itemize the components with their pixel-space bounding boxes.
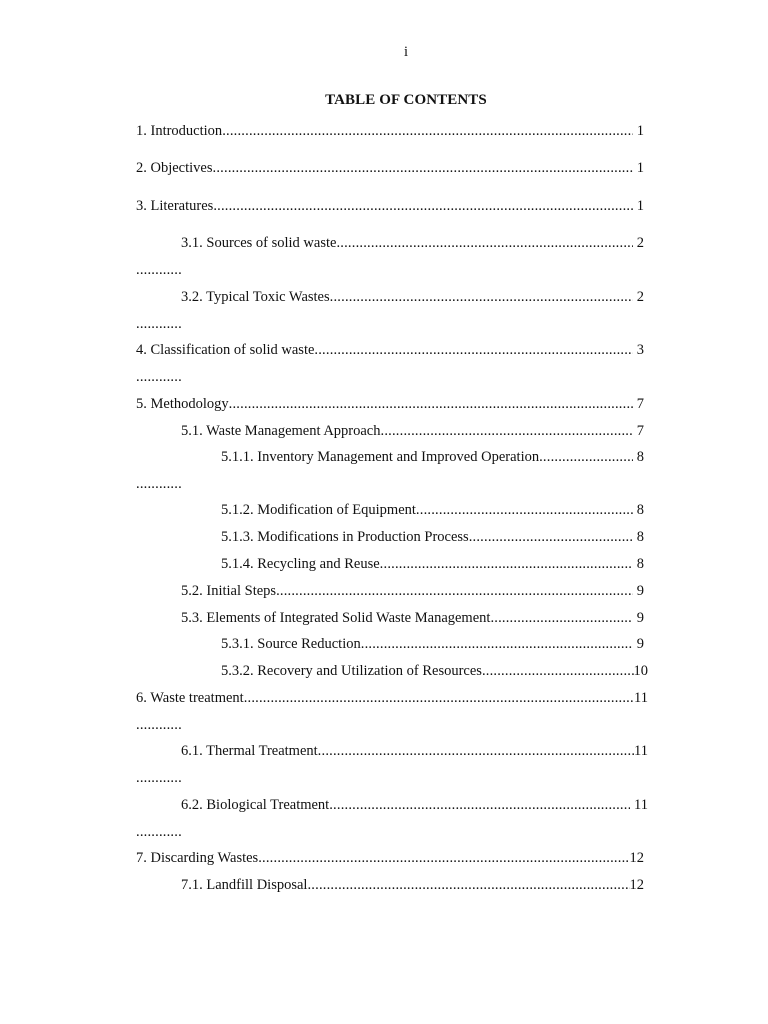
toc-entry-page: 9 <box>636 583 644 599</box>
toc-entry[interactable] <box>136 158 644 178</box>
toc-entry-title: 6. Waste treatment <box>136 690 244 706</box>
toc-entry-page: 2 <box>636 289 644 305</box>
dot-leader <box>330 287 633 307</box>
toc-entry-page: 9 <box>636 636 644 652</box>
toc-entry-title: 5. Methodology <box>136 396 229 412</box>
toc-entry-page: 7 <box>636 423 644 439</box>
toc-entry-page: 8 <box>636 529 644 545</box>
toc-entry-page: 7 <box>636 396 644 412</box>
toc-entry-title: 5.1.2. Modification of Equipment <box>221 502 416 518</box>
toc-entry-title: 5.2. Initial Steps <box>181 583 277 599</box>
toc-entry-page: 3 <box>636 342 644 358</box>
toc-entry-title: 5.3.2. Recovery and Utilization of Resources <box>221 663 482 679</box>
toc-entry[interactable] <box>136 196 644 216</box>
dot-leader <box>469 527 633 547</box>
toc-entry-title: 5.3.1. Source Reduction <box>221 636 361 652</box>
toc-entry-page: 12 <box>629 850 644 866</box>
toc-entry-page: 1 <box>636 198 644 214</box>
dot-leader <box>361 634 633 654</box>
toc-entry[interactable] <box>181 741 648 761</box>
dot-leader <box>380 554 633 574</box>
dot-leader <box>490 608 632 628</box>
page-title: TABLE OF CONTENTS <box>325 92 487 108</box>
toc-entry[interactable] <box>221 554 644 574</box>
toc-entry-page: 2 <box>636 235 644 251</box>
toc-entry-page: 8 <box>636 449 644 465</box>
dot-leader <box>258 848 629 868</box>
toc-entry-title: 4. Classification of solid waste <box>136 342 315 358</box>
toc-entry-title: 7.1. Landfill Disposal <box>181 877 308 893</box>
wrapped-dot-leader: ............ <box>136 717 182 733</box>
toc-entry-title: 5.1.3. Modifications in Production Process <box>221 529 469 545</box>
toc-entry[interactable] <box>181 233 644 253</box>
dot-leader <box>244 688 634 708</box>
toc-entry[interactable] <box>181 581 644 601</box>
toc-entry-title: 1. Introduction <box>136 123 223 139</box>
dot-leader <box>329 795 630 815</box>
toc-entry[interactable] <box>181 421 644 441</box>
toc-entry[interactable] <box>221 500 644 520</box>
toc-entry-title: 5.1. Waste Management Approach <box>181 423 381 439</box>
wrapped-dot-leader: ............ <box>136 476 182 492</box>
dot-leader <box>276 581 633 601</box>
toc-entry[interactable] <box>136 394 644 414</box>
dot-leader <box>336 233 632 253</box>
toc-entry[interactable] <box>136 121 644 141</box>
toc-entry[interactable] <box>221 447 644 467</box>
toc-entry-page: 1 <box>636 160 644 176</box>
toc-entry[interactable] <box>221 527 644 547</box>
toc-entry-title: 2. Objectives <box>136 160 213 176</box>
dot-leader <box>381 421 633 441</box>
wrapped-dot-leader: ............ <box>136 262 182 278</box>
toc-entry-title: 7. Discarding Wastes <box>136 850 259 866</box>
dot-leader <box>539 447 633 467</box>
toc-entry[interactable] <box>181 795 648 815</box>
toc-entry-title: 3.2. Typical Toxic Wastes <box>181 289 330 305</box>
toc-entry[interactable] <box>181 875 644 895</box>
dot-leader <box>213 196 632 216</box>
toc-entry-title: 6.1. Thermal Treatment <box>181 743 318 759</box>
toc-entry-page: 11 <box>634 797 648 813</box>
page-number: i <box>403 44 409 60</box>
toc-entry-title: 5.3. Elements of Integrated Solid Waste Management <box>181 610 491 626</box>
toc-entry-page: 8 <box>636 556 644 572</box>
toc-entry[interactable] <box>221 634 644 654</box>
wrapped-dot-leader: ............ <box>136 316 182 332</box>
toc-entry-page: 11 <box>634 690 648 706</box>
toc-entry-title: 5.1.4. Recycling and Reuse <box>221 556 380 572</box>
toc-entry-title: 5.1.1. Inventory Management and Improved Operation <box>221 449 540 465</box>
dot-leader <box>229 394 633 414</box>
toc-entry[interactable] <box>136 848 644 868</box>
toc-entry-title: 3. Literatures <box>136 198 214 214</box>
toc-entry[interactable] <box>136 340 644 360</box>
dot-leader <box>213 158 633 178</box>
toc-entry-page: 11 <box>634 743 648 759</box>
dot-leader <box>307 875 629 895</box>
toc-entry-title: 3.1. Sources of solid waste <box>181 235 337 251</box>
dot-leader <box>318 741 634 761</box>
dot-leader <box>416 500 633 520</box>
toc-entry[interactable] <box>181 608 644 628</box>
dot-leader <box>314 340 632 360</box>
dot-leader <box>482 661 634 681</box>
toc-entry-title: 6.2. Biological Treatment <box>181 797 330 813</box>
toc-entry-page: 9 <box>636 610 644 626</box>
toc-entry[interactable] <box>221 661 648 681</box>
toc-entry-page: 12 <box>629 877 644 893</box>
wrapped-dot-leader: ............ <box>136 824 182 840</box>
wrapped-dot-leader: ............ <box>136 770 182 786</box>
dot-leader <box>222 121 633 141</box>
toc-entry[interactable] <box>136 688 648 708</box>
toc-entry-page: 10 <box>633 663 648 679</box>
toc-entry-page: 1 <box>636 123 644 139</box>
toc-entry[interactable] <box>181 287 644 307</box>
toc-entry-page: 8 <box>636 502 644 518</box>
wrapped-dot-leader: ............ <box>136 369 182 385</box>
